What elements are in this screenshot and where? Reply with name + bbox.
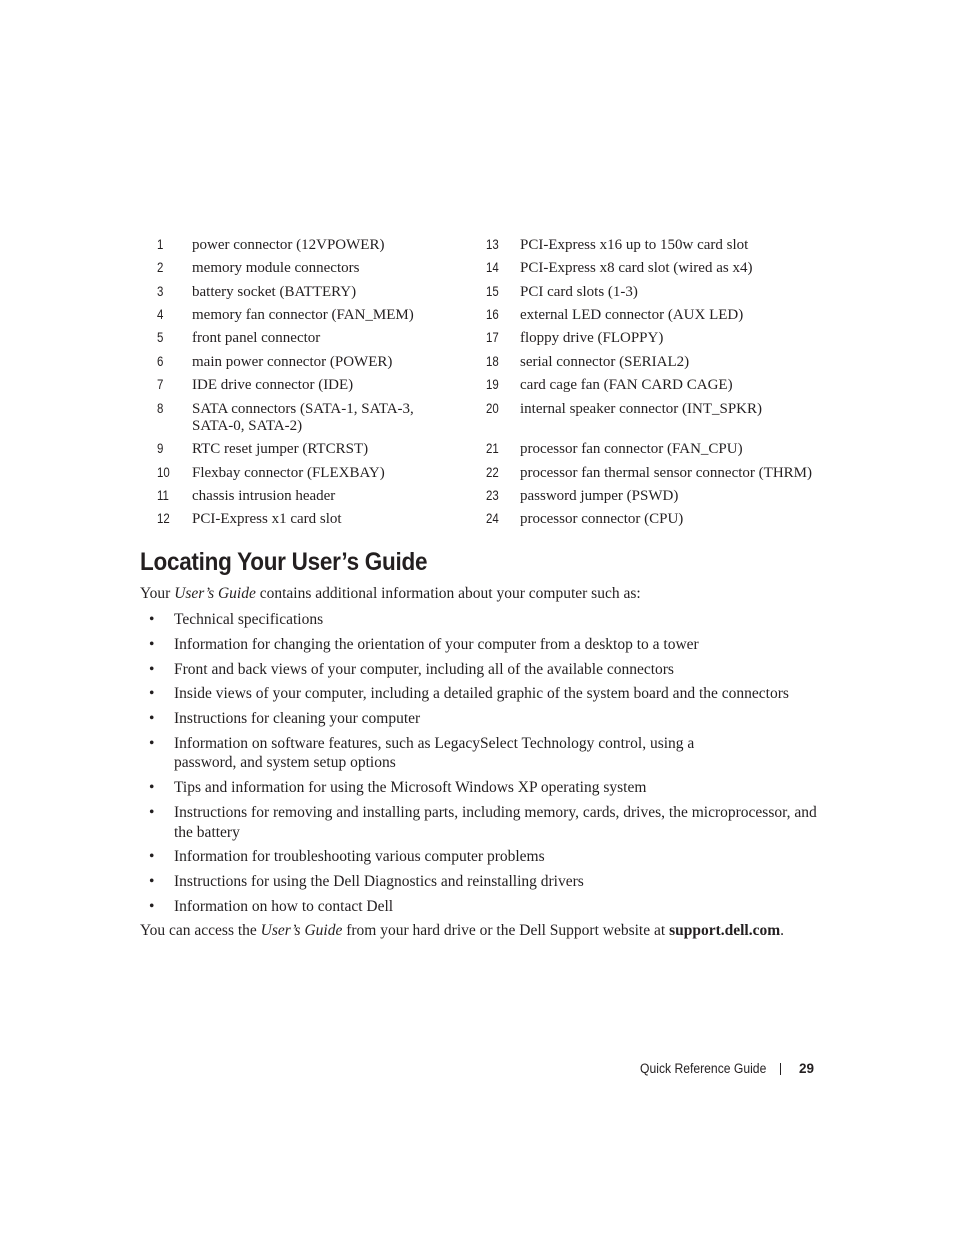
bullet-icon: • <box>149 873 155 891</box>
footer-divider <box>780 1063 781 1075</box>
legend-number: 5 <box>157 330 164 345</box>
legend-label: RTC reset jumper (RTCRST) <box>192 441 369 457</box>
legend-label: serial connector (SERIAL2) <box>520 354 690 370</box>
bullet-icon: • <box>149 660 155 678</box>
legend-number: 18 <box>486 354 499 369</box>
legend-label: password jumper (PSWD) <box>520 488 679 504</box>
legend-label: floppy drive (FLOPPY) <box>520 330 664 346</box>
list-item-text: Instructions for cleaning your computer <box>174 710 421 728</box>
page-footer <box>626 1061 814 1076</box>
legend-label: battery socket (BATTERY) <box>192 284 357 300</box>
legend-label: card cage fan (FAN CARD CAGE) <box>520 377 733 393</box>
feature-list <box>140 610 820 922</box>
list-item <box>140 635 820 655</box>
legend-number: 2 <box>157 260 164 275</box>
legend-label: IDE drive connector (IDE) <box>192 377 354 393</box>
legend-label: memory fan connector (FAN_MEM) <box>192 307 414 323</box>
legend-number: 11 <box>157 488 169 503</box>
intro-text-before: Your <box>140 585 175 602</box>
closing-paragraph <box>140 922 784 940</box>
legend-label: SATA connectors (SATA-1, SATA-3, SATA-0, SATA-2) <box>192 401 414 434</box>
list-item <box>140 778 820 798</box>
list-item <box>140 847 820 867</box>
list-item-text: Instructions for removing and installing parts, including memory, cards, drives, the microprocessor, and the battery <box>174 804 817 841</box>
legend-label: front panel connector <box>192 330 321 346</box>
list-item-text: Tips and information for using the Microsoft Windows XP operating system <box>174 779 647 797</box>
closing-text-before: You can access the <box>140 922 261 939</box>
page-number: 29 <box>798 1061 814 1076</box>
legend-number: 23 <box>486 488 499 503</box>
legend-number: 20 <box>486 401 499 416</box>
legend-label: external LED connector (AUX LED) <box>520 307 744 323</box>
legend-number: 9 <box>157 441 164 456</box>
legend-label: processor fan thermal sensor connector (THRM) <box>520 465 812 481</box>
bullet-icon: • <box>149 897 155 915</box>
intro-text-after: contains additional information about your computer such as: <box>255 585 641 602</box>
legend-number: 4 <box>157 307 164 322</box>
legend-label: Flexbay connector (FLEXBAY) <box>192 465 385 481</box>
legend-label: memory module connectors <box>192 260 360 276</box>
bullet-icon: • <box>149 635 155 653</box>
list-item <box>140 709 820 729</box>
closing-text-middle: from your hard drive or the Dell Support website at <box>342 922 670 939</box>
legend-number: 3 <box>157 284 164 299</box>
legend-label: processor fan connector (FAN_CPU) <box>520 441 743 457</box>
list-item <box>140 734 820 773</box>
legend-label: PCI-Express x1 card slot <box>192 511 342 527</box>
legend-number: 15 <box>486 284 499 299</box>
footer-guide-title: Quick Reference Guide <box>639 1061 766 1076</box>
list-item <box>140 803 820 842</box>
list-item <box>140 872 820 892</box>
closing-text-after: . <box>780 922 785 939</box>
list-item-text: Technical specifications <box>174 611 324 628</box>
legend-number: 16 <box>486 307 499 322</box>
list-item-text: Inside views of your computer, including a detailed graphic of the system board and the connectors <box>174 685 789 703</box>
bullet-icon: • <box>149 779 155 797</box>
legend-number: 14 <box>486 260 499 275</box>
bullet-icon: • <box>149 710 155 728</box>
legend-number: 10 <box>157 465 170 480</box>
legend-label: PCI-Express x16 up to 150w card slot <box>520 237 749 253</box>
legend-number: 21 <box>486 441 499 456</box>
legend-label: PCI card slots (1-3) <box>520 284 638 300</box>
list-item-text: Information on software features, such as LegacySelect Technology control, using a password, and system setup options <box>174 734 695 772</box>
legend-label: internal speaker connector (INT_SPKR) <box>520 401 763 417</box>
intro-paragraph <box>140 585 641 603</box>
legend-label: PCI-Express x8 card slot (wired as x4) <box>520 260 753 276</box>
legend-number: 13 <box>486 237 499 252</box>
users-guide-title: User’s Guide <box>260 922 343 939</box>
legend-number: 1 <box>157 237 164 252</box>
legend-number: 24 <box>486 511 499 526</box>
users-guide-title: User’s Guide <box>174 585 256 602</box>
list-item-text: Information for changing the orientation of your computer from a desktop to a tower <box>174 635 699 653</box>
legend-number: 17 <box>486 330 499 345</box>
legend-number: 6 <box>157 354 164 369</box>
list-item-text: Instructions for using the Dell Diagnostics and reinstalling drivers <box>174 873 584 891</box>
bullet-icon: • <box>149 685 155 703</box>
bullet-icon: • <box>149 848 155 866</box>
list-item <box>140 897 820 917</box>
list-item-text: Information for troubleshooting various computer problems <box>174 848 545 866</box>
list-item <box>140 684 820 704</box>
legend-label: chassis intrusion header <box>192 488 336 504</box>
legend-number: 19 <box>486 377 499 392</box>
list-item-text: Front and back views of your computer, including all of the available connectors <box>174 660 674 678</box>
legend-label: power connector (12VPOWER) <box>192 237 385 253</box>
legend-number: 8 <box>157 401 164 416</box>
bullet-icon: • <box>149 611 155 628</box>
list-item-text: Information on how to contact Dell <box>174 897 394 915</box>
legend-number: 7 <box>157 377 164 392</box>
legend-number: 12 <box>157 511 170 526</box>
legend-label: processor connector (CPU) <box>520 511 684 527</box>
list-item <box>140 660 820 680</box>
section-title: Locating Your User’s Guide <box>140 548 428 576</box>
list-item <box>140 610 820 630</box>
bullet-icon: • <box>149 734 155 752</box>
legend-number: 22 <box>486 465 499 480</box>
legend-label: main power connector (POWER) <box>192 354 393 370</box>
support-website-link[interactable]: support.dell.com <box>669 922 781 939</box>
bullet-icon: • <box>149 804 155 822</box>
